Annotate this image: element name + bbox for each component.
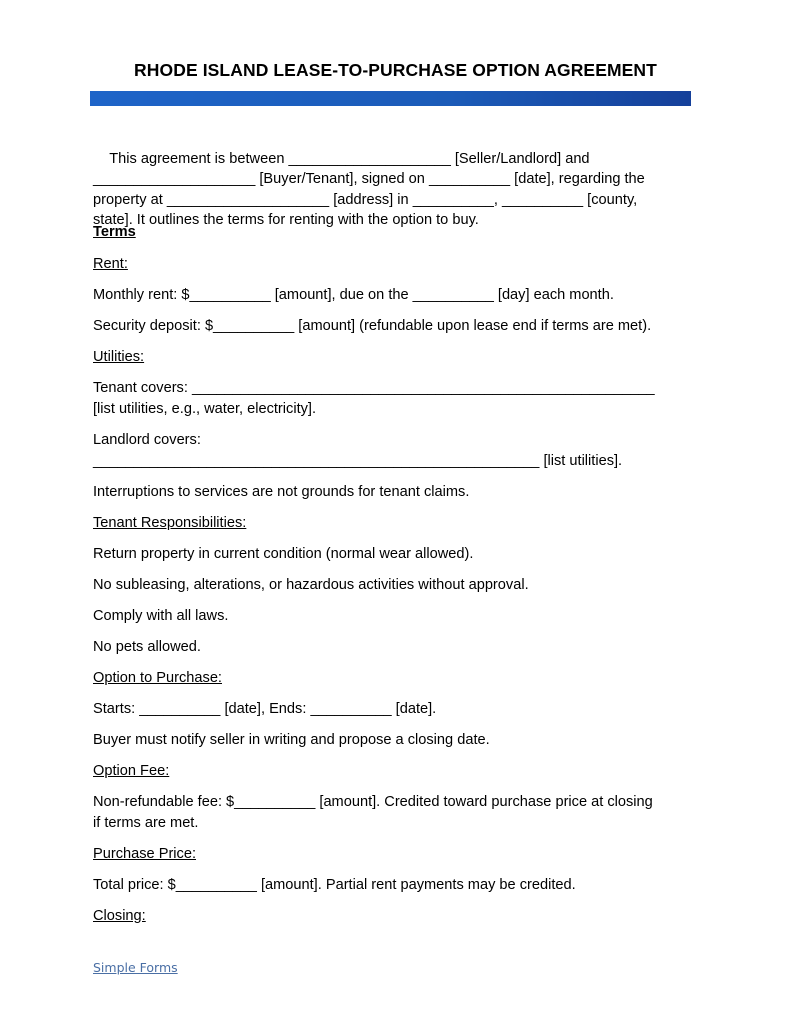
rent-heading: Rent: [93, 256, 128, 272]
simple-forms-link[interactable]: Simple Forms [93, 960, 178, 975]
option-fee-heading: Option Fee: [93, 763, 170, 779]
rent-deposit: Security deposit: $__________ [amount] (refundable upon lease end if terms are met). [93, 318, 652, 334]
utilities-landlord: Landlord covers: _______________________________________________________ [list utilities]. [93, 432, 623, 469]
intro-paragraph [93, 128, 693, 252]
purchase-price-heading: Purchase Price: [93, 846, 197, 862]
utilities-tenant: Tenant covers: _________________________________________________________ [list utilities, e.g., water, electricity]. [93, 380, 655, 417]
purchase-price-text: Total price: $__________ [amount]. Partial rent payments may be credited. [93, 877, 576, 893]
terms-heading: Terms [93, 224, 136, 240]
responsibility-item: No pets allowed. [93, 639, 201, 655]
document-title: RHODE ISLAND LEASE-TO-PURCHASE OPTION AGREEMENT [134, 60, 657, 80]
responsibilities-heading: Tenant Responsibilities: [93, 515, 247, 531]
option-fee-text: Non-refundable fee: $__________ [amount]. Credited toward purchase price at closing if terms are met. [93, 794, 653, 831]
utilities-interruptions: Interruptions to services are not grounds for tenant claims. [93, 484, 470, 500]
rent-monthly: Monthly rent: $__________ [amount], due on the __________ [day] each month. [93, 287, 614, 303]
responsibility-item: Comply with all laws. [93, 608, 229, 624]
intro-text: This agreement is between ____________________ [Seller/Landlord] and ____________________ [Buyer/Tenant], signed on __________ [date], regarding the property at ____________________ [address] in __________, __________ [county, state]. It outlines the terms for renting with the option to buy. [93, 150, 645, 229]
title-accent-bar [90, 91, 691, 106]
responsibility-item: No subleasing, alterations, or hazardous activities without approval. [93, 577, 529, 593]
option-dates: Starts: __________ [date], Ends: __________ [date]. [93, 701, 437, 717]
responsibility-item: Return property in current condition (normal wear allowed). [93, 546, 474, 562]
option-heading: Option to Purchase: [93, 670, 222, 686]
closing-heading: Closing: [93, 908, 146, 924]
option-notify: Buyer must notify seller in writing and propose a closing date. [93, 732, 490, 748]
utilities-heading: Utilities: [93, 349, 145, 365]
